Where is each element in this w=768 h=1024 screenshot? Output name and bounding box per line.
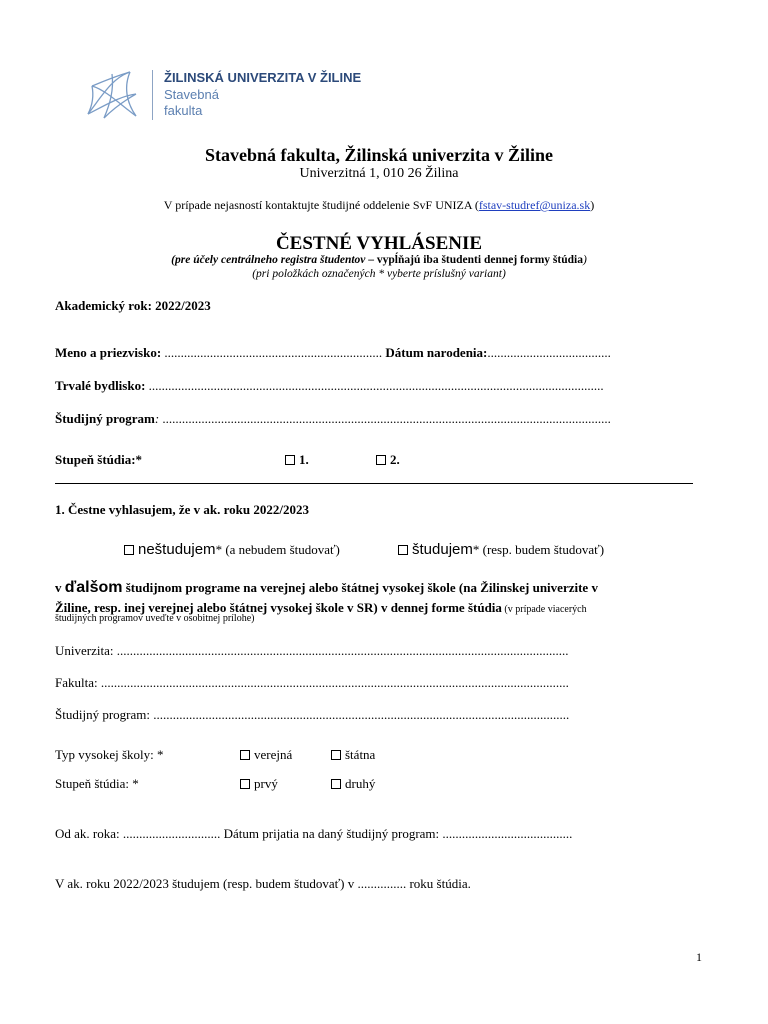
subtitle-end: ) bbox=[582, 254, 587, 266]
studying-note: * (resp. budem študovať) bbox=[472, 542, 605, 557]
studying-label: študujem bbox=[412, 541, 473, 558]
address-label: Trvalé bydlisko: bbox=[55, 378, 146, 393]
not-studying-note: * (a nebudem študovať) bbox=[215, 542, 340, 557]
program-colon: : bbox=[154, 411, 160, 426]
para-dalsom: ďalšom bbox=[64, 579, 123, 596]
subtitle-bold: – vypĺňajú iba študenti dennej formy štúdia bbox=[365, 254, 583, 266]
from-year-row[interactable]: Od ak. roka: .............................. Dátum prijatia na daný študijný program: ........................................ bbox=[55, 826, 573, 841]
degree-option-2[interactable] bbox=[376, 452, 400, 468]
first-label: prvý bbox=[254, 776, 278, 791]
study-program-field[interactable]: Študijný program: ................................................................................................................................ bbox=[55, 707, 570, 722]
section1-heading: 1. Čestne vyhlasujem, že v ak. roku 2022/2023 bbox=[55, 502, 309, 517]
faculty-field[interactable]: Fakulta: ................................................................................................................................................ bbox=[55, 675, 569, 690]
public-label: verejná bbox=[254, 747, 293, 762]
school-type-label: Typ vysokej školy: * bbox=[55, 747, 164, 762]
declaration-title: ČESTNÉ VYHLÁSENIE bbox=[275, 233, 483, 254]
checkbox-degree-1[interactable] bbox=[285, 455, 295, 465]
program-field[interactable]: .......................................................................................................................................... bbox=[159, 411, 611, 426]
para-line2-text: Žiline, resp. inej verejnej alebo štátnej vysokej škole v SR) v dennej forme štúdia bbox=[55, 600, 502, 615]
degree-option-1-label: 1. bbox=[299, 452, 309, 467]
para-line1-text: študijnom programe na verejnej alebo štátnej vysokej škole (na Žilinskej univerzite v bbox=[122, 580, 598, 595]
name-row bbox=[55, 345, 611, 361]
contact-email-link[interactable]: fstav-studref@uniza.sk bbox=[478, 198, 591, 212]
school-type-public[interactable] bbox=[240, 747, 292, 763]
university-field[interactable]: Univerzita: ........................................................................................................................................... bbox=[55, 643, 569, 658]
option-studying[interactable] bbox=[398, 541, 604, 559]
not-studying-label: neštudujem bbox=[138, 541, 216, 558]
logo-divider bbox=[152, 70, 153, 120]
university-logo bbox=[82, 66, 142, 122]
declaration-subtitle bbox=[0, 254, 758, 266]
checkbox-second[interactable] bbox=[331, 779, 341, 789]
state-label: štátna bbox=[345, 747, 376, 762]
section1-paragraph-line3: študijných programov uveďte v osobitnej prílohe) bbox=[55, 613, 255, 624]
study-level-label: Stupeň štúdia: * bbox=[55, 776, 139, 791]
page-number: 1 bbox=[696, 950, 702, 964]
option-not-studying[interactable] bbox=[124, 541, 340, 559]
logo-star-icon bbox=[82, 66, 142, 122]
study-level-second[interactable] bbox=[331, 776, 375, 792]
contact-line bbox=[0, 198, 758, 213]
address-row bbox=[55, 378, 604, 394]
checkbox-public[interactable] bbox=[240, 750, 250, 760]
degree-option-1[interactable] bbox=[285, 452, 309, 468]
program-label: Študijný program bbox=[55, 411, 155, 426]
checkbox-not-studying[interactable] bbox=[124, 545, 134, 555]
declaration-note: (pri položkách označených * vyberte príslušný variant) bbox=[252, 268, 506, 280]
contact-suffix: ) bbox=[590, 198, 595, 212]
school-type-state[interactable] bbox=[331, 747, 375, 763]
dob-label: Dátum narodenia: bbox=[382, 345, 488, 360]
logo-faculty-line1: Stavebná bbox=[164, 87, 219, 102]
name-label: Meno a priezvisko: bbox=[55, 345, 162, 360]
study-year-row[interactable]: V ak. roku 2022/2023 študujem (resp. budem študovať) v ............... roku štúdia. bbox=[55, 876, 471, 891]
degree-option-2-label: 2. bbox=[390, 452, 400, 467]
address-field[interactable]: ............................................................................................................................................ bbox=[145, 378, 604, 393]
faculty-address: Univerzitná 1, 010 26 Žilina bbox=[299, 166, 459, 181]
page-title: Stavebná fakulta, Žilinská univerzita v Žiline bbox=[204, 145, 554, 165]
contact-prefix: V prípade nejasností kontaktujte študijné oddelenie SvF UNIZA ( bbox=[163, 198, 479, 212]
subtitle-italic: (pre účely centrálneho registra študentov bbox=[171, 254, 366, 266]
program-row bbox=[55, 411, 611, 427]
section-divider bbox=[55, 483, 693, 484]
section1-paragraph-line1 bbox=[55, 579, 598, 597]
name-field[interactable]: ................................................................... bbox=[161, 345, 383, 360]
para-v: v bbox=[55, 580, 65, 595]
academic-year: Akademický rok: 2022/2023 bbox=[55, 298, 211, 313]
degree-label: Stupeň štúdia:* bbox=[55, 452, 143, 467]
checkbox-studying[interactable] bbox=[398, 545, 408, 555]
logo-university-name: ŽILINSKÁ UNIVERZITA V ŽILINE bbox=[164, 70, 362, 85]
study-level-first[interactable] bbox=[240, 776, 278, 792]
second-label: druhý bbox=[345, 776, 376, 791]
checkbox-first[interactable] bbox=[240, 779, 250, 789]
checkbox-degree-2[interactable] bbox=[376, 455, 386, 465]
checkbox-state[interactable] bbox=[331, 750, 341, 760]
logo-faculty-line2: fakulta bbox=[164, 103, 203, 118]
para-small-note1: (v prípade viacerých bbox=[501, 604, 587, 615]
dob-field[interactable]: ...................................... bbox=[487, 345, 611, 360]
